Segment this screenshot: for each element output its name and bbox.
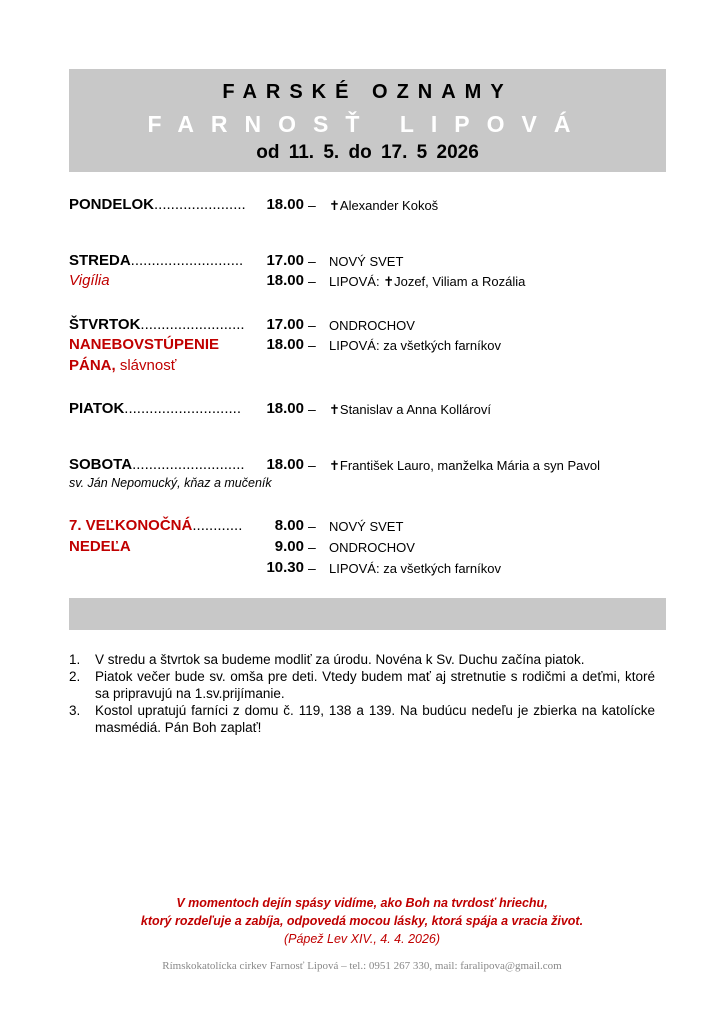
dash: – (308, 253, 316, 269)
dash: – (308, 401, 316, 417)
time-wednesday-1: 17.00 (266, 252, 304, 269)
dash: – (308, 197, 316, 213)
day-saturday: SOBOTA........................... (69, 456, 245, 473)
announcements-list (69, 651, 655, 736)
intention-saturday: ✝František Lauro, manželka Mária a syn Pavol (329, 458, 601, 473)
intention-sunday-1: NOVÝ SVET (329, 519, 404, 534)
list-item: 2. Piatok večer bude sv. omša pre deti. Vtedy budem mať aj stretnutie s rodičmi a deťmi, ktoré sa pripravujú na 1.sv.prijímanie. (69, 669, 655, 701)
intention-wednesday-2: LIPOVÁ: ✝Jozef, Viliam a Rozália (329, 274, 526, 289)
feast-ascension: NANEBOVSTÚPENIE (69, 336, 220, 353)
dash: – (308, 560, 316, 576)
time-monday: 18.00 (266, 196, 304, 213)
divider-bar (69, 598, 666, 630)
time-friday: 18.00 (266, 400, 304, 417)
list-item: 3. Kostol upratujú farníci z domu č. 119, 138 a 139. Na budúcu nedeľu je zbierka na katolícke masmédiá. Pán Boh zaplať! (69, 703, 655, 735)
quote-line-1: V momentoch dejín spásy vidíme, ako Boh na tvrdosť hriechu, (176, 896, 548, 910)
quote-source: (Pápež Lev XIV., 4. 4. 2026) (283, 932, 441, 946)
intention-thursday-2: LIPOVÁ: za všetkých farníkov (329, 338, 501, 353)
time-sunday-2: 9.00 (274, 538, 304, 555)
day-thursday: ŠTVRTOK......................... (69, 316, 245, 333)
time-thursday-1: 17.00 (266, 316, 304, 333)
intention-thursday-1: ONDROCHOV (329, 318, 415, 333)
dash: – (308, 273, 316, 289)
dash: – (308, 518, 316, 534)
footer-contact: Rímskokatolícka cirkev Farnosť Lipová – tel.: 0951 267 330, mail: faralipova@gmail.com (162, 960, 562, 972)
parish-name: FARNOSŤ LIPOVÁ (147, 111, 588, 137)
feast-ascension-2: PÁNA, slávnosť (69, 357, 177, 374)
dash: – (308, 337, 316, 353)
day-sunday-2: NEDEĽA (69, 538, 131, 555)
day-monday: PONDELOK...................... (69, 196, 246, 213)
date-range: od 11. 5. do 17. 5 2026 (256, 142, 479, 163)
day-friday: PIATOK............................ (69, 400, 241, 417)
time-thursday-2: 18.00 (266, 336, 304, 353)
day-wednesday: STREDA........................... (69, 252, 244, 269)
page-title: FARSKÉ OZNAMY (222, 81, 513, 103)
intention-sunday-2: ONDROCHOV (329, 540, 415, 555)
time-sunday-1: 8.00 (274, 517, 304, 534)
vigil-label: Vigília (69, 272, 110, 289)
dash: – (308, 457, 316, 473)
intention-sunday-3: LIPOVÁ: za všetkých farníkov (329, 561, 501, 576)
time-wednesday-2: 18.00 (266, 272, 304, 289)
intention-friday: ✝Stanislav a Anna Kollároví (329, 402, 491, 417)
list-item: 1. V stredu a štvrtok sa budeme modliť za úrodu. Novéna k Sv. Duchu začína piatok. (69, 652, 585, 667)
time-sunday-3: 10.30 (266, 559, 304, 576)
saint-of-day: sv. Ján Nepomucký, kňaz a mučeník (69, 476, 272, 490)
dash: – (308, 539, 316, 555)
quote-line-2: ktorý rozdeľuje a zabíja, odpovedá mocou lásky, ktorá spája a vracia život. (140, 914, 584, 928)
dash: – (308, 317, 316, 333)
time-saturday: 18.00 (266, 456, 304, 473)
day-sunday: 7. VEĽKONOČNÁ............ (69, 517, 243, 534)
intention-monday: ✝Alexander Kokoš (329, 198, 439, 213)
header-banner (69, 69, 666, 172)
intention-wednesday-1: NOVÝ SVET (329, 254, 404, 269)
